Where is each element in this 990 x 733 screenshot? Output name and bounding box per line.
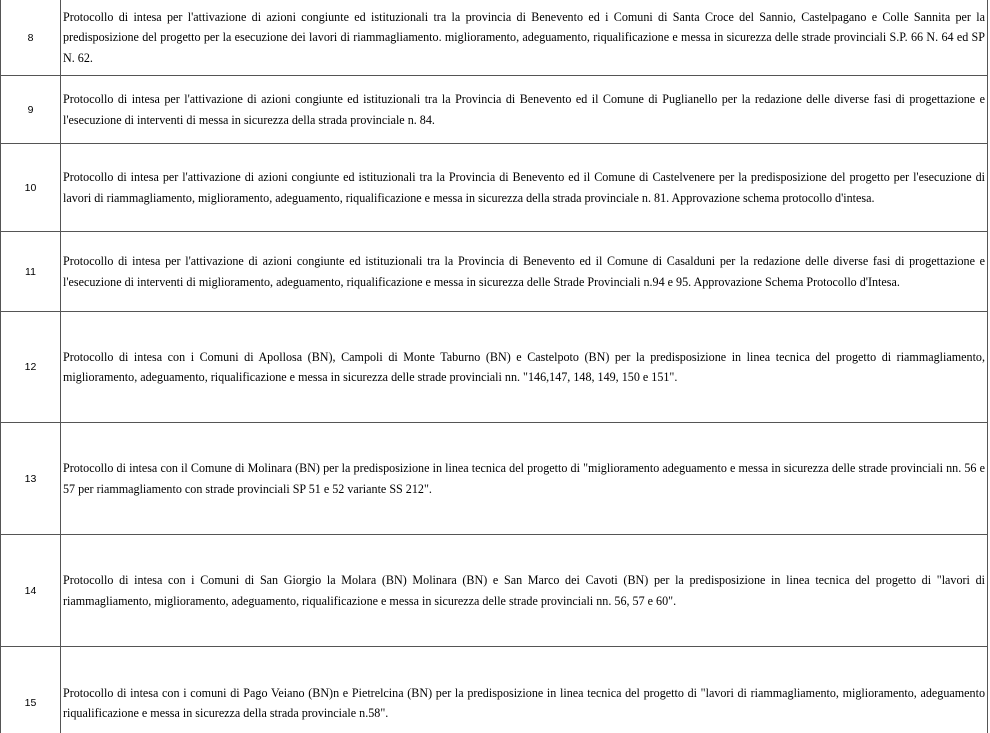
- row-number: 13: [1, 423, 61, 535]
- row-description-text: Protocollo di intesa con i Comuni di San Giorgio la Molara (BN) Molinara (BN) e San Marco dei Cavoti (BN) per la predisposizione in linea tecnica del progetto di "lavori di riammagliamento, miglioramento, adeguamento, riqualificazione e messa in sicurezza delle strade provinciali nn. 56, 57 e 60".: [63, 573, 985, 608]
- row-description: [61, 0, 988, 76]
- table-row: [1, 76, 988, 144]
- row-description-text: Protocollo di intesa con i Comuni di Apollosa (BN), Campoli di Monte Taburno (BN) e Castelpoto (BN) per la predisposizione in linea tecnica del progetto di riammagliamento, miglioramento, adeguamento, riqualificazione e messa in sicurezza delle strade provinciali nn. "146,147, 148, 149, 150 e 151".: [63, 349, 985, 384]
- table-row: [1, 144, 988, 232]
- row-description-text: Protocollo di intesa con i comuni di Pago Veiano (BN)n e Pietrelcina (BN) per la predisposizione in linea tecnica del progetto di "lavori di riammagliamento, miglioramento, adeguamento riqualificazione e messa in sicurezza della strada provinciale n.58".: [63, 685, 985, 720]
- table-row: [1, 312, 988, 423]
- row-description-text: Protocollo di intesa per l'attivazione di azioni congiunte ed istituzionali tra la Provincia di Benevento ed il Comune di Casalduni per la redazione delle diverse fasi di progettazione e l'esecuzione di interventi di miglioramento, adeguamento, riqualificazione e messa in sicurezza delle Strade Provinciali n.94 e 95. Approvazione Schema Protocollo d'Intesa.: [63, 254, 985, 289]
- row-number: 12: [1, 312, 61, 423]
- row-description-text: Protocollo di intesa per l'attivazione di azioni congiunte ed istituzionali tra la Provincia di Benevento ed il Comune di Puglianello per la redazione delle diverse fasi di progettazione e l'esecuzione di interventi di messa in sicurezza della strada provinciale n. 84.: [63, 92, 985, 127]
- row-description-text: Protocollo di intesa per l'attivazione di azioni congiunte ed istituzionali tra la Provincia di Benevento ed il Comune di Castelvenere per la predisposizione del progetto per l'esecuzione di lavori di riammagliamento, miglioramento, adeguamento, riqualificazione e messa in sicurezza della strada provinciale n. 81. Approvazione schema protocollo d'intesa.: [63, 170, 985, 205]
- row-description: [61, 232, 988, 312]
- row-description: [61, 423, 988, 535]
- row-description: [61, 535, 988, 647]
- row-number: 9: [1, 76, 61, 144]
- table-row: [1, 423, 988, 535]
- table-row: [1, 232, 988, 312]
- row-description: [61, 144, 988, 232]
- row-description: [61, 312, 988, 423]
- table-row: [1, 535, 988, 647]
- row-description-text: Protocollo di intesa con il Comune di Molinara (BN) per la predisposizione in linea tecnica del progetto di "miglioramento adeguamento e messa in sicurezza delle strade provinciali nn. 56 e 57 per riammagliamento con strade provinciali SP 51 e 52 variante SS 212".: [63, 461, 985, 496]
- row-number: 14: [1, 535, 61, 647]
- protocols-table-body: [1, 0, 988, 733]
- row-number: 10: [1, 144, 61, 232]
- table-row: [1, 647, 988, 733]
- row-description-text: Protocollo di intesa per l'attivazione di azioni congiunte ed istituzionali tra la provincia di Benevento ed i Comuni di Santa Croce del Sannio, Castelpagano e Colle Sannita per la predisposizione del progetto per la esecuzione dei lavori di riammagliamento. miglioramento, adeguamento, riqualificazione e messa in sicurezza delle strade provinciali S.P. 66 N. 64 ed SP N. 62.: [63, 9, 985, 65]
- row-description: [61, 647, 988, 733]
- row-description: [61, 76, 988, 144]
- row-number: 8: [1, 0, 61, 76]
- row-number: 11: [1, 232, 61, 312]
- table-row: [1, 0, 988, 76]
- row-number: 15: [1, 647, 61, 733]
